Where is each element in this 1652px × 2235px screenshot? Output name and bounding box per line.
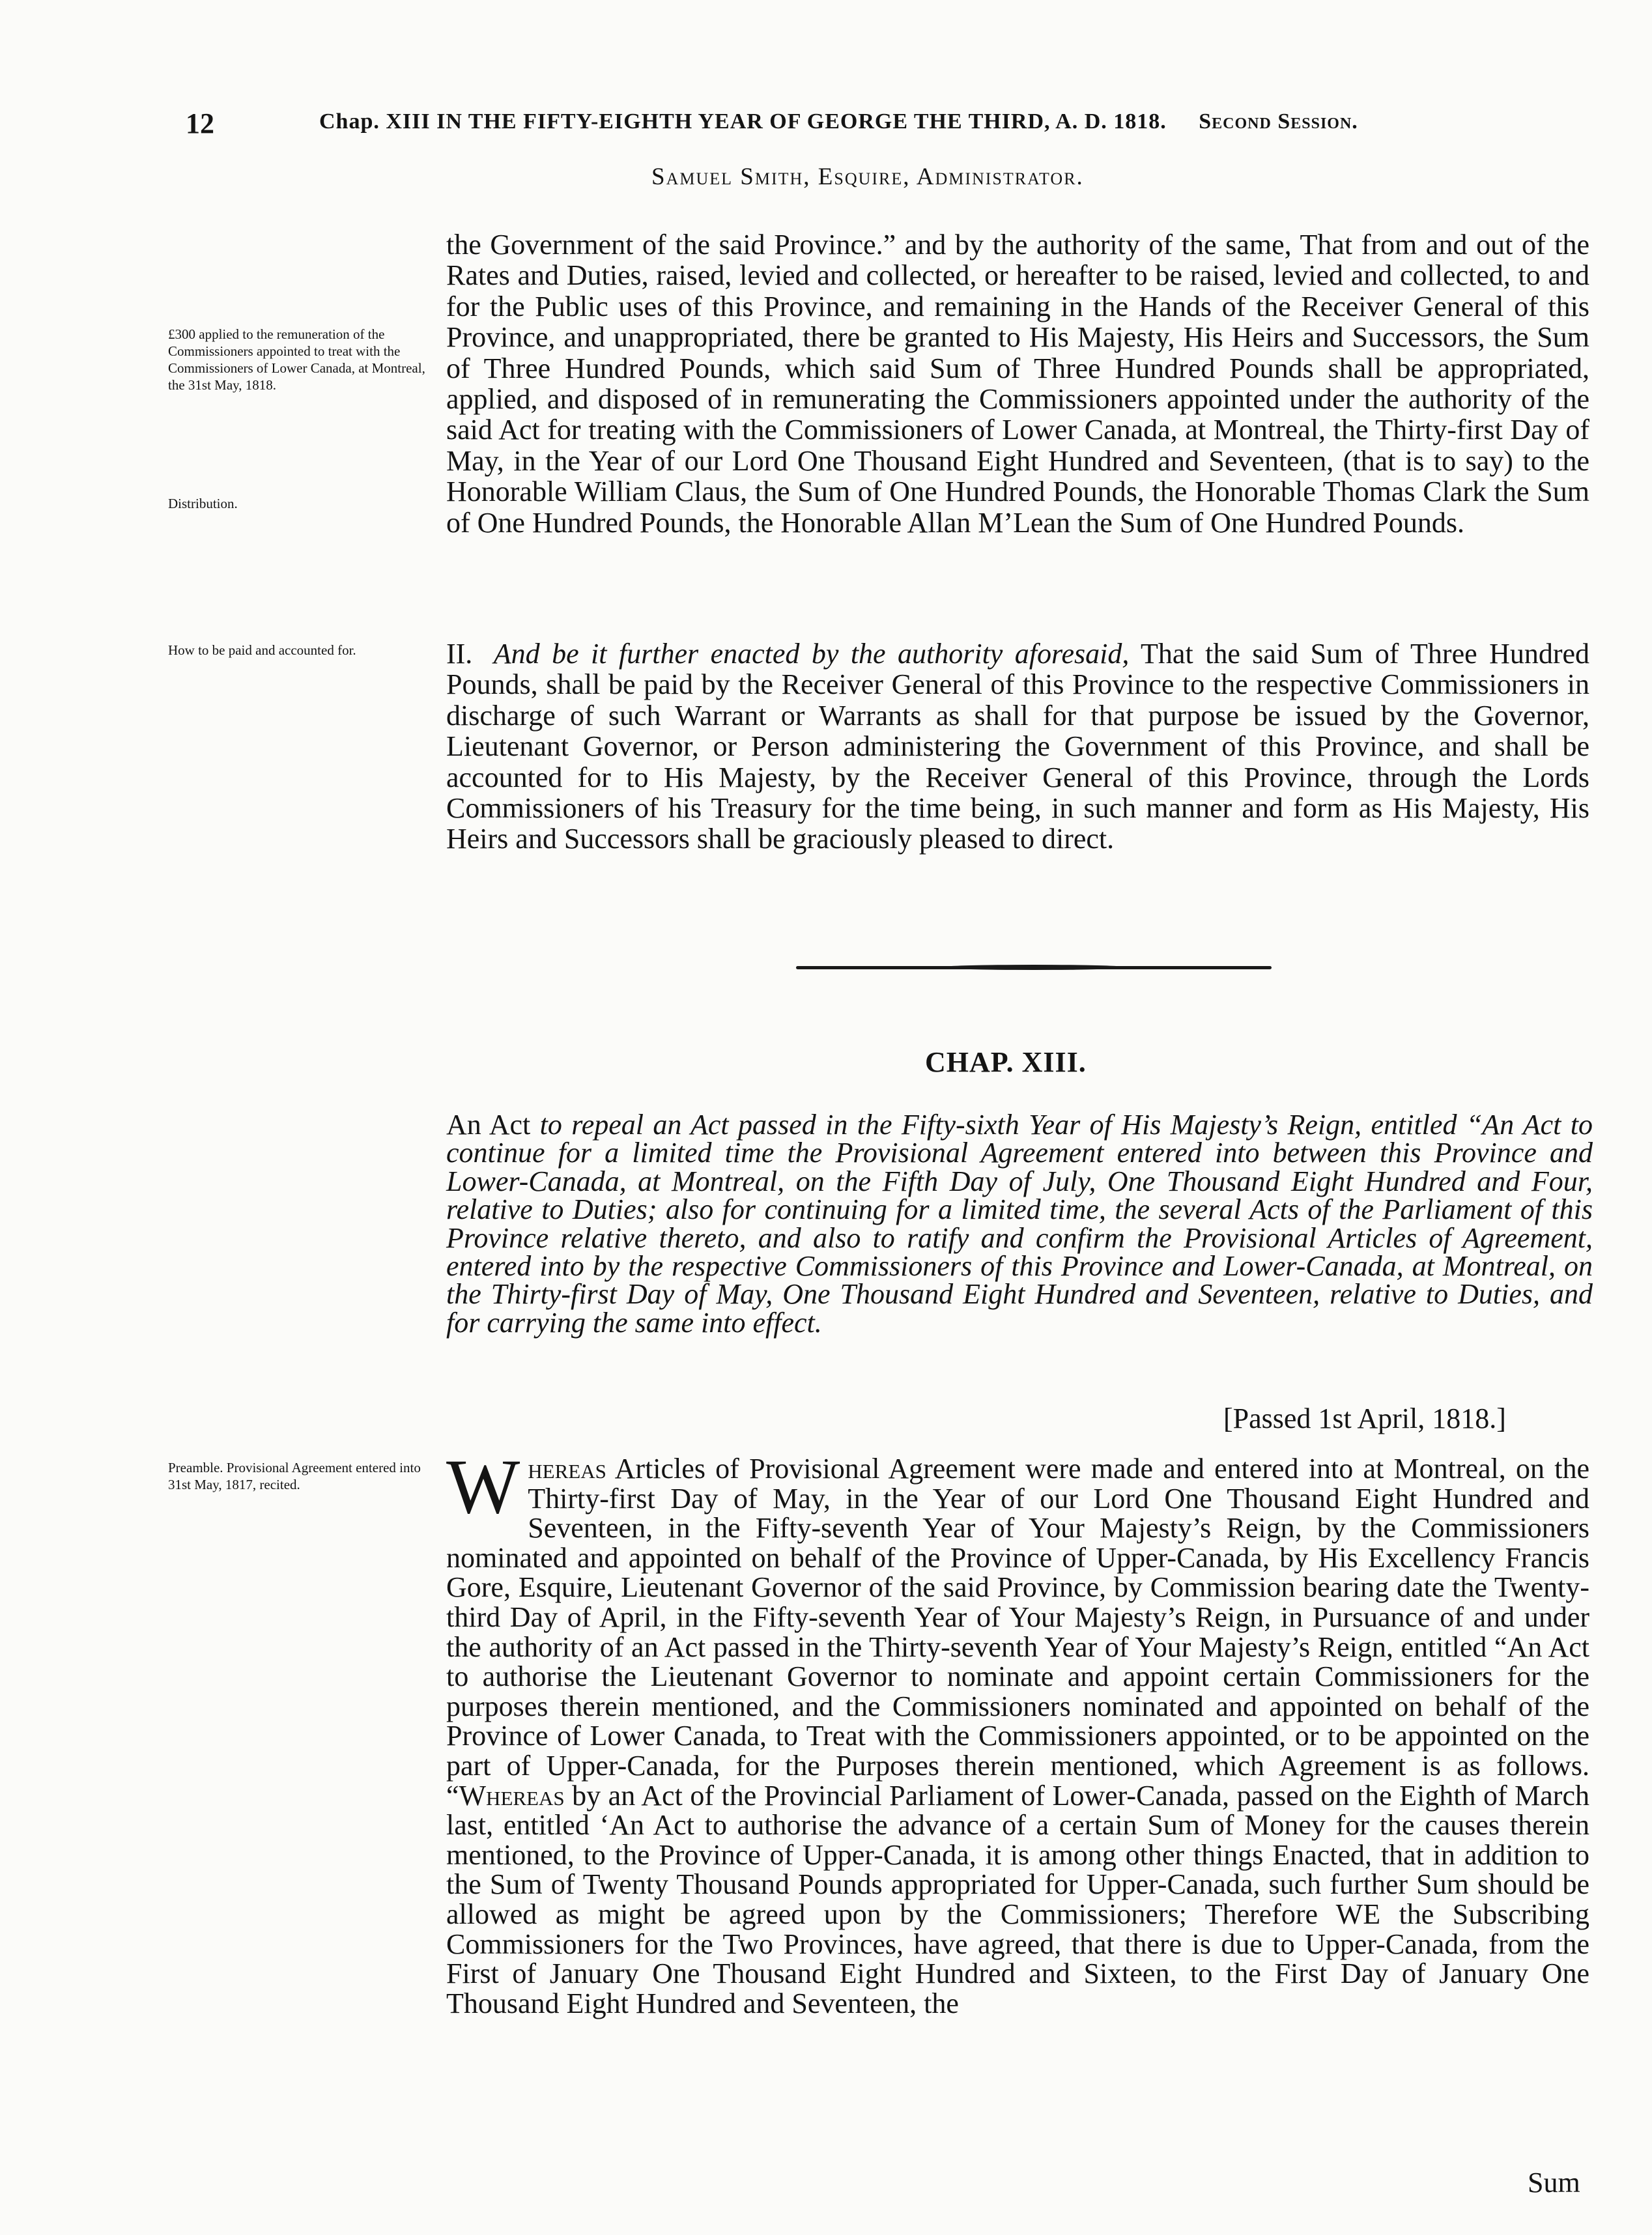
- act-title: [446, 1111, 1593, 1337]
- passed-date: [Passed 1st April, 1818.]: [1223, 1402, 1506, 1434]
- section-2-paragraph: [446, 638, 1589, 855]
- page-number: 12: [186, 107, 214, 139]
- margin-note-remuneration: £300 applied to the remuneration of the Commissioners appointed to treat with the Commissioners of Lower Canada, at Montreal, the 31st May, 1818.: [168, 326, 425, 393]
- section-2-text: That the said Sum of Three Hundred Pounds, shall be paid by the Receiver General of this Province to the respective Commissioners in discharge of such Warrant or Warrants as shall for that purpose be issued by the Governor, Lieutenant Governor, or Person administering the Government of this Province, and shall be accounted for to His Majesty, by the Receiver General of this Province, through the Lords Commissioners of his Treasury for the time being, in such manner and form as His Majesty, His Heirs and Successors shall be graciously pleased to direct.: [446, 638, 1590, 855]
- enacting-clause: And be it further enacted by the authority aforesaid,: [493, 638, 1130, 670]
- margin-note-payment: How to be paid and accounted for.: [168, 642, 356, 658]
- act-title-text: to repeal an Act passed in the Fifty-sixth Year of His Majesty’s Reign, entitled “An Act to continue for a limited time the Provisional Agreement entered into between this Province and Lower-Canada, at Montreal, on the Fifth Day of July, One Thousand Eight Hundred and Four, relative to Duties; also for continuing for a limited time, the several Acts of the Parliament of this Province relative thereto, and also to ratify and confirm the Provisional Articles of Agreement, entered into by the respective Commissioners of this Province and Lower-Canada, at Montreal, on the Thirty-first Day of May, One Thousand Eight Hundred and Seventeen, relative to Duties, and for carrying the same into effect.: [446, 1109, 1593, 1339]
- running-head-title: Chap. XIII IN THE FIFTY-EIGHTH YEAR OF GEORGE THE THIRD, A. D. 1818.: [319, 109, 1167, 134]
- section-divider-rule: [796, 966, 1272, 969]
- preamble-text-b: by an Act of the Provincial Parliament of Lower-Canada, passed on the Eighth of March last, entitled ‘An Act to authorise the advance of a certain Sum of Money for the causes therein mentioned, to the Province of Upper-Canada, it is among other things Enacted, that in addition to the Sum of Twenty Thousand Pounds appropriated for Upper-Canada, such further Sum should be allowed as might be agreed upon by the Commissioners; Therefore WE the Subscribing Commissioners for the Two Provinces, have agreed, that there is due to Upper-Canada, from the First of January One Thousand Eight Hundred and Sixteen, to the First Day of January One Thousand Eight Hundred and Seventeen, the: [446, 1779, 1589, 2019]
- preamble-paragraph: [446, 1443, 1589, 2019]
- margin-note-preamble: Preamble. Provisional Agreement entered into 31st May, 1817, recited.: [168, 1460, 421, 1492]
- act-title-lead: An Act: [446, 1109, 531, 1141]
- margin-note-distribution: Distribution.: [168, 496, 238, 511]
- preamble-opening: hereas: [528, 1453, 606, 1485]
- drop-cap: W: [446, 1443, 520, 1530]
- catchword: Sum: [1528, 2167, 1580, 2199]
- administrator-line: Samuel Smith, Esquire, Administrator.: [651, 164, 1084, 190]
- chapter-heading: CHAP. XIII.: [925, 1046, 1087, 1078]
- running-head: [319, 109, 1589, 134]
- preamble-text-a: Articles of Provisional Agreement were made and entered into at Montreal, on the Thirty-first Day of May, in the Year of our Lord One Thousand Eight Hundred and Seventeen, in the Fifty-seventh Year of Your Majesty’s Reign, by the Commissioners nominated and appointed on behalf of the Province of Upper-Canada, by His Excellency Francis Gore, Esquire, Lieutenant Governor of the said Province, by Commission bearing date the Twenty-third Day of April, in the Fifty-seventh Year of Your Majesty’s Reign, in Pursuance of and under the authority of an Act passed in the Thirty-seventh Year of Your Majesty’s Reign, entitled “An Act to authorise the Lieutenant Governor to nominate and appoint certain Commissioners for the purposes therein mentioned, and the Commissioners nominated and appointed on behalf of the Province of Lower Canada, to Treat with the Commissioners appointed, or to be appointed on the part of Upper-Canada, for the Purposes therein mentioned, which Agreement is as follows.: [446, 1453, 1589, 1782]
- whereas-caps: “Whereas: [446, 1779, 565, 1812]
- section-1-paragraph: the Government of the said Province.” and by the authority of the same, That from and out of the Rates and Duties, raised, levied and collected, or hereafter to be raised, levied and collected, to and for the Public uses of this Province, and remaining in the Hands of the Receiver General of this Province, and unappropriated, there be granted to His Majesty, His Heirs and Successors, the Sum of Three Hundred Pounds, which said Sum of Three Hundred Pounds shall be appropriated, applied, and disposed of in remunerating the Commissioners appointed under the authority of the said Act for treating with the Commissioners of Lower Canada, at Montreal, the Thirty-first Day of May, in the Year of our Lord One Thousand Eight Hundred and Seventeen, (that is to say) to the Honorable William Claus, the Sum of One Hundred Pounds, the Honorable Thomas Clark the Sum of One Hundred Pounds, the Honorable Allan M’Lean the Sum of One Hundred Pounds.: [446, 229, 1589, 539]
- section-number: II.: [446, 638, 473, 670]
- running-head-session: Second Session.: [1199, 109, 1358, 134]
